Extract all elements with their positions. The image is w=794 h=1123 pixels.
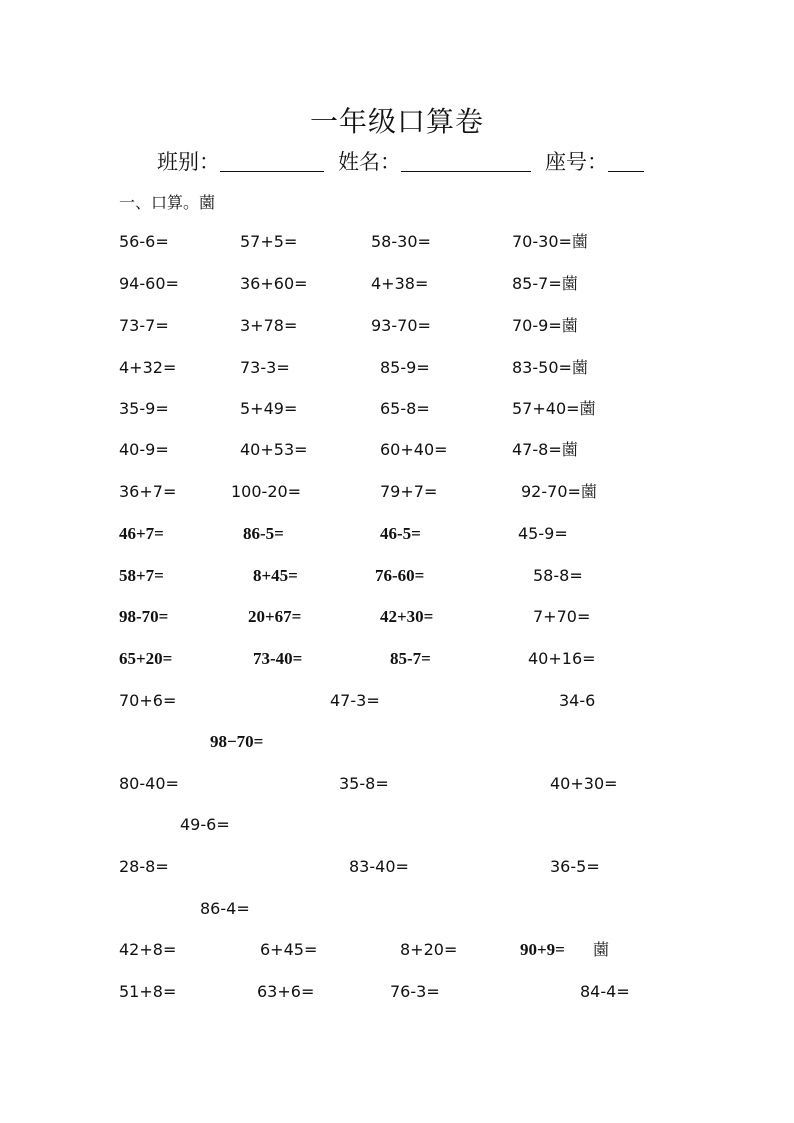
problem: 40+53= <box>240 440 308 459</box>
seat-blank[interactable] <box>608 149 644 172</box>
problem: 35-9= <box>119 399 169 418</box>
problem: 36+7= <box>119 482 177 501</box>
problem: 63+6= <box>257 982 315 1001</box>
problem: 46-5= <box>380 524 421 543</box>
problem: 47-3= <box>330 691 380 710</box>
page-title: 一年级口算卷 <box>309 105 484 138</box>
problem: 8+45= <box>253 566 298 585</box>
problem: 60+40= <box>380 440 448 459</box>
problem: 65-8= <box>380 399 430 418</box>
problem: 76-60= <box>375 566 425 585</box>
seat-label: 座号： <box>545 150 608 174</box>
problem: 6+45= <box>260 940 318 959</box>
problem: 92-70=薗 <box>521 482 597 501</box>
problem: 73-3= <box>240 358 290 377</box>
problem: 57+40=薗 <box>512 399 596 418</box>
problem: 98−70= <box>210 732 264 751</box>
problem: 7+70= <box>533 607 591 626</box>
problem: 79+7= <box>380 482 438 501</box>
problem: 85-7= <box>390 649 431 668</box>
problem: 42+8= <box>119 940 177 959</box>
problem: 5+49= <box>240 399 298 418</box>
class-blank[interactable] <box>220 149 324 172</box>
problem: 85-9= <box>380 358 430 377</box>
problem: 51+8= <box>119 982 177 1001</box>
problem: 47-8=薗 <box>512 440 578 459</box>
section-heading: 一、口算。薗 <box>119 193 216 212</box>
problem: 90+9= <box>520 940 565 959</box>
problem: 73-7= <box>119 316 169 335</box>
problem: 35-8= <box>339 774 389 793</box>
problem: 34-6 <box>559 691 596 710</box>
problem: 49-6= <box>180 815 230 834</box>
name-label: 姓名： <box>338 150 401 174</box>
problem: 42+30= <box>380 607 434 626</box>
problem: 70-9=薗 <box>512 316 578 335</box>
problem: 70+6= <box>119 691 177 710</box>
student-info-line <box>157 146 644 176</box>
problem: 76-3= <box>390 982 440 1001</box>
problem: 83-40= <box>349 857 409 876</box>
problem: 100-20= <box>231 482 302 501</box>
problem: 薗 <box>593 940 610 959</box>
problem: 85-7=薗 <box>512 274 578 293</box>
problem: 86-4= <box>200 899 250 918</box>
problem: 46+7= <box>119 524 164 543</box>
problem: 36-5= <box>550 857 600 876</box>
problem: 56-6= <box>119 232 169 251</box>
problem: 45-9= <box>518 524 568 543</box>
problem: 65+20= <box>119 649 173 668</box>
problem: 94-60= <box>119 274 179 293</box>
problem: 86-5= <box>243 524 284 543</box>
problem: 28-8= <box>119 857 169 876</box>
problem: 8+20= <box>400 940 458 959</box>
problem: 20+67= <box>248 607 302 626</box>
problem: 58-30= <box>371 232 431 251</box>
problem: 80-40= <box>119 774 179 793</box>
problem: 83-50=薗 <box>512 358 588 377</box>
problem: 98-70= <box>119 607 169 626</box>
problem: 58-8= <box>533 566 583 585</box>
problem: 40-9= <box>119 440 169 459</box>
problem: 40+30= <box>550 774 618 793</box>
name-blank[interactable] <box>401 149 531 172</box>
problem: 93-70= <box>371 316 431 335</box>
problem: 4+38= <box>371 274 429 293</box>
problem: 73-40= <box>253 649 303 668</box>
problem: 4+32= <box>119 358 177 377</box>
problem: 70-30=薗 <box>512 232 588 251</box>
problem: 58+7= <box>119 566 164 585</box>
class-label: 班别： <box>157 150 220 174</box>
problem: 40+16= <box>528 649 596 668</box>
problem: 57+5= <box>240 232 298 251</box>
problem: 84-4= <box>580 982 630 1001</box>
problem: 3+78= <box>240 316 298 335</box>
problem: 36+60= <box>240 274 308 293</box>
